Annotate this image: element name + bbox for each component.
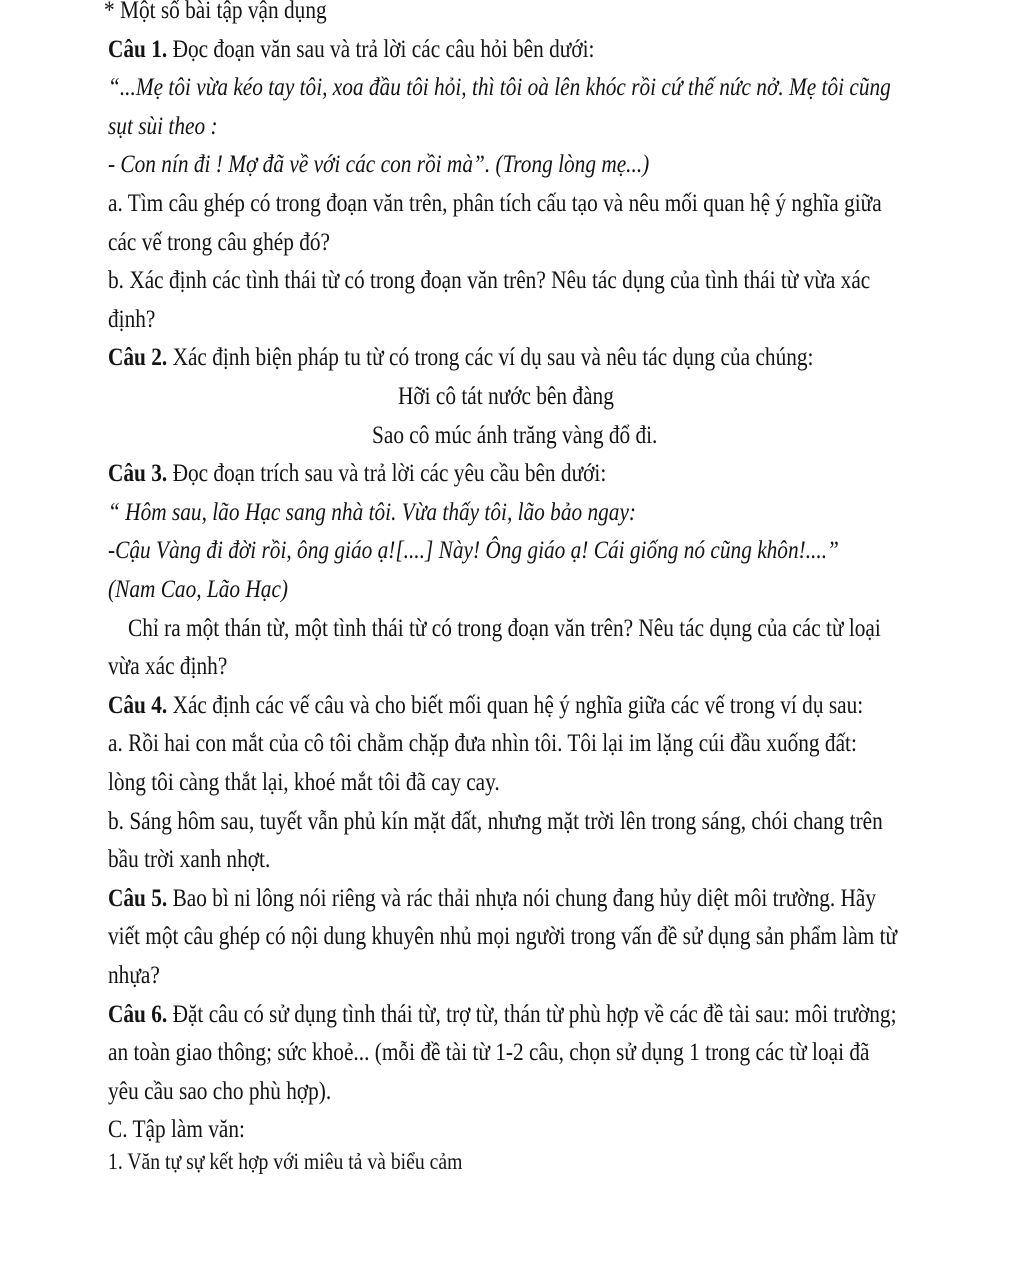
question-1-prompt: Câu 1. Đọc đoạn văn sau và trả lời các câu hỏi bên dưới:	[108, 34, 595, 63]
question-6-label: Câu 6.	[108, 999, 168, 1028]
question-4b-line-2: bầu trời xanh nhợt.	[108, 845, 271, 874]
question-1-label: Câu 1.	[108, 34, 168, 63]
question-2-label: Câu 2.	[108, 343, 168, 372]
question-1-quote-line-3: - Con nín đi ! Mợ đã về với các con rồi mà”. (Trong lòng mẹ...)	[108, 150, 650, 179]
cut-off-line: 1. Văn tự sự kết hợp với miêu tả và biểu cảm	[108, 1149, 463, 1175]
question-3-label: Câu 3.	[108, 459, 168, 488]
section-c-heading: C. Tập làm văn:	[108, 1115, 245, 1144]
question-2-prompt: Câu 2. Xác định biện pháp tu từ có trong các ví dụ sau và nêu tác dụng của chúng:	[108, 343, 814, 372]
question-5-prompt: Câu 5. Bao bì ni lông nói riêng và rác thải nhựa nói chung đang hủy diệt môi trường. Hãy	[108, 883, 877, 912]
question-1-quote-line-2: sụt sùi theo :	[108, 111, 218, 140]
question-1-quote-line-1: “...Mẹ tôi vừa kéo tay tôi, xoa đầu tôi hỏi, thì tôi oà lên khóc rồi cứ thế nức nở. Mẹ tôi cũng	[108, 73, 891, 102]
question-1a-line-1: a. Tìm câu ghép có trong đoạn văn trên, phân tích cấu tạo và nêu mối quan hệ ý nghĩa giữa	[108, 189, 882, 217]
question-3-source: (Nam Cao, Lão Hạc)	[108, 575, 289, 603]
question-3-quote-line-1: “ Hôm sau, lão Hạc sang nhà tôi. Vừa thấy tôi, lão bảo ngay:	[108, 497, 637, 526]
question-4-label: Câu 4.	[108, 690, 168, 719]
question-1b-line-1: b. Xác định các tình thái từ có trong đoạn văn trên? Nêu tác dụng của tình thái từ vừa xác	[108, 266, 871, 295]
question-1b-line-2: định?	[108, 304, 156, 333]
question-6-line-2: an toàn giao thông; sức khoẻ... (mỗi đề tài từ 1-2 câu, chọn sử dụng 1 trong các từ loại đã	[108, 1038, 870, 1067]
question-5-line-2: viết một câu ghép có nội dung khuyên nhủ mọi người trong vấn đề sử dụng sản phẩm làm từ	[108, 922, 898, 951]
question-5-label: Câu 5.	[108, 883, 168, 912]
question-3-prompt: Câu 3. Đọc đoạn trích sau và trả lời các yêu cầu bên dưới:	[108, 459, 607, 488]
question-2-verse-2: Sao cô múc ánh trăng vàng đổ đi.	[372, 420, 658, 449]
question-3-task-line-1: Chỉ ra một thán từ, một tình thái từ có trong đoạn văn trên? Nêu tác dụng của các từ loại	[128, 613, 881, 642]
question-6-line-3: yêu cầu sao cho phù hợp).	[108, 1076, 332, 1105]
question-3-task-line-2: vừa xác định?	[108, 652, 228, 681]
question-4-prompt: Câu 4. Xác định các vế câu và cho biết mối quan hệ ý nghĩa giữa các vế trong ví dụ sau:	[108, 690, 864, 719]
question-4a-line-1: a. Rồi hai con mắt của cô tôi chằm chặp đưa nhìn tôi. Tôi lại im lặng cúi đầu xuống đất:	[108, 729, 857, 758]
question-3-quote-line-2: -Cậu Vàng đi đời rồi, ông giáo ạ![....] Này! Ông giáo ạ! Cái giống nó cũng khôn!....”	[108, 536, 839, 565]
question-4a-line-2: lòng tôi càng thắt lại, khoé mắt tôi đã cay cay.	[108, 768, 500, 796]
question-4b-line-1: b. Sáng hôm sau, tuyết vẫn phủ kín mặt đất, nhưng mặt trời lên trong sáng, chói chang trên	[108, 806, 883, 835]
question-5-line-3: nhựa?	[108, 961, 160, 989]
question-1a-line-2: các vế trong câu ghép đó?	[108, 227, 330, 256]
question-6-prompt: Câu 6. Đặt câu có sử dụng tình thái từ, trợ từ, thán từ phù hợp về các đề tài sau: môi trường;	[108, 999, 897, 1028]
question-2-verse-1: Hỡi cô tát nước bên đàng	[398, 382, 614, 410]
section-heading: * Một số bài tập vận dụng	[104, 0, 327, 24]
